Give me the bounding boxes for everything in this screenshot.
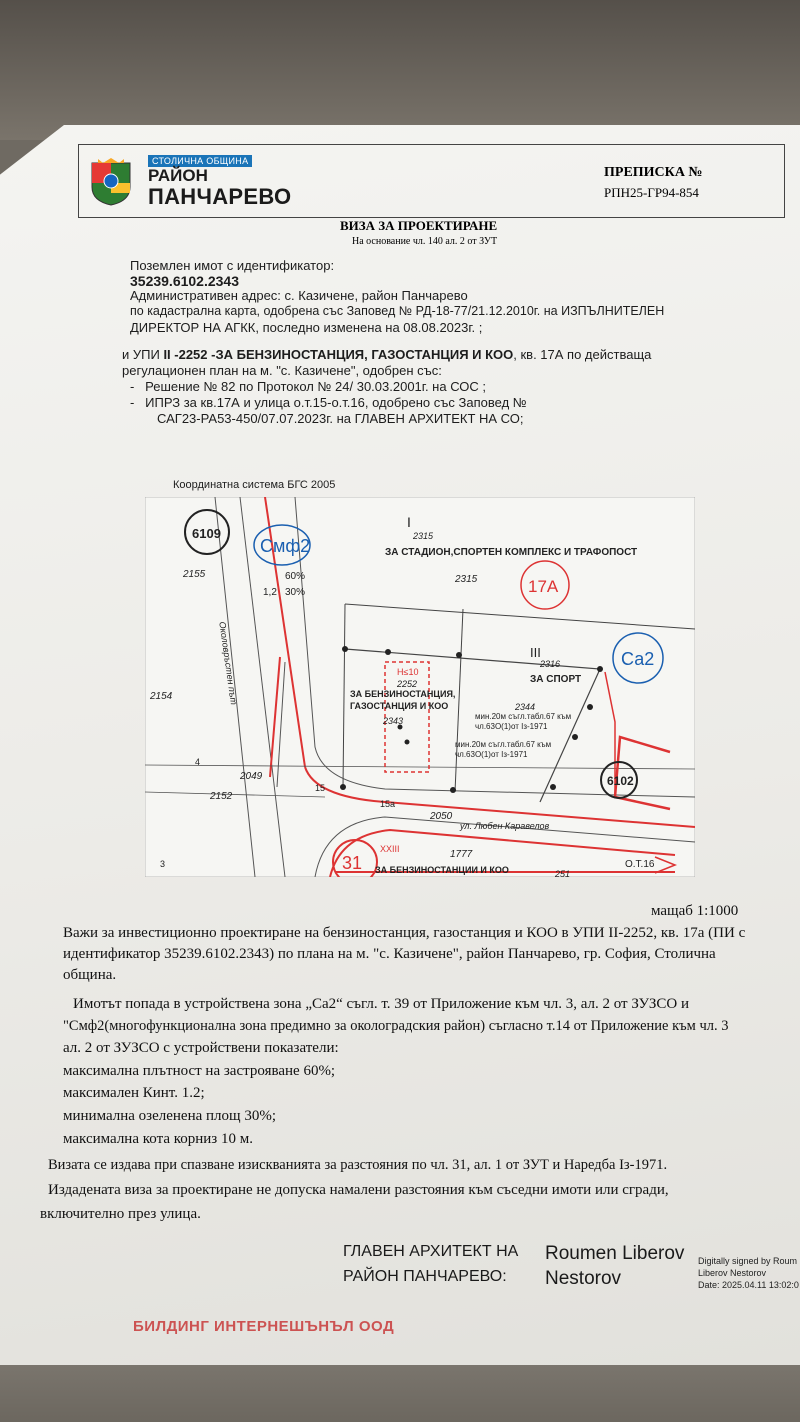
district-label: РАЙОН [148, 166, 208, 185]
body-line-visa-2: включително през улица. [40, 1206, 201, 1222]
upi-plan-line: регулационен план на м. "с. Казичене", одобрен със: [122, 363, 442, 378]
map-label: 2152 [210, 791, 233, 802]
map-label: 31 [342, 853, 363, 873]
map-label: 17А [528, 577, 559, 596]
background-top [0, 0, 800, 140]
body-line-3: община. [63, 967, 117, 983]
coordinate-system: Координатна система БГС 2005 [173, 479, 336, 491]
indicator-height: максимална кота корниз 10 м. [63, 1131, 253, 1147]
digital-signature-line-1: Digitally signed by Roum [698, 1256, 798, 1266]
map-label: ГАЗОСТАНЦИЯ И КОО [350, 701, 449, 711]
bullet-1: - Решение № 82 по Протокол № 24/ 30.03.2001г. на СОС ; [130, 379, 487, 394]
bullet-2-continued: САГ23-РА53-450/07.07.2023г. на ГЛАВЕН АРХИТЕКТ НА СО; [157, 411, 524, 426]
bullet-2: - ИПРЗ за кв.17А и улица о.т.15-о.т.16, одобрено със Заповед № [130, 395, 527, 410]
cadastre-line-1: по кадастрална карта, одобрена със Заповед № РД-18-77/21.12.2010г. на ИЗПЪЛНИТЕЛЕН [130, 304, 665, 318]
body-line-1: Важи за инвестиционно проектиране на бензиностанция, газостанция и КОО в УПИ II-2252, кв. 17а (ПИ с [63, 925, 746, 941]
cadastre-line-2: ДИРЕКТОР НА АГКК, последно изменена на 08.08.2023г. ; [130, 320, 483, 335]
coat-of-arms-logo [88, 157, 134, 207]
signer-role-2: РАЙОН ПАНЧАРЕВО: [343, 1268, 507, 1285]
municipality-tag: СТОЛИЧНА ОБЩИНА [148, 155, 252, 167]
map-label: 2050 [430, 811, 453, 822]
watermark: БИЛДИНГ ИНТЕРНЕШЪНЪЛ ООД [133, 1318, 395, 1335]
map-label: 2344 [515, 702, 536, 712]
map-label: Смф2 [260, 536, 311, 556]
address-line: Административен адрес: с. Казичене, район Панчарево [130, 288, 468, 303]
upi-designation: II -2252 -ЗА БЕНЗИНОСТАНЦИЯ, ГАЗОСТАНЦИЯ И КОО [163, 347, 514, 362]
map-label: 2343 [383, 716, 404, 726]
upi-prefix: и УПИ [122, 347, 164, 362]
digital-signature-line-2: Liberov Nestorov [698, 1268, 767, 1278]
upi-line [122, 347, 651, 362]
map-label: 30% [285, 587, 306, 598]
map-label: 60% [285, 571, 306, 582]
upi-suffix: , кв. 17А по действаща [513, 347, 652, 362]
map-label: мин.20м съгл.табл.67 към [455, 740, 552, 749]
signer-name-2: Nestorov [545, 1268, 622, 1289]
indicator-density: максимална плътност на застрояване 60%; [63, 1063, 336, 1079]
map-label: Са2 [621, 649, 655, 669]
map-label: 251 [555, 869, 571, 877]
map-label: ЗА БЕНЗИНОСТАНЦИИ И КОО [375, 865, 509, 875]
bullet-2-text: ИПРЗ за кв.17А и улица о.т.15-о.т.16, одобрено със Заповед № [145, 395, 527, 410]
district-name: ПАНЧАРЕВО [148, 184, 292, 209]
identifier-label: Поземлен имот с идентификатор: [130, 258, 335, 273]
body-line-distance: Визата се издава при спазване изискванията за разстояния по чл. 31, ал. 1 от ЗУТ и Наредба Із-1971. [48, 1157, 668, 1173]
digital-signature-line-3: Date: 2025.04.11 13:02:0 [698, 1280, 799, 1290]
map-label: XXIII [380, 844, 400, 854]
reference-number: РПН25-ГР94-854 [604, 185, 699, 200]
bullet-1-text: Решение № 82 по Протокол № 24/ 30.03.2001г. на СОС ; [145, 379, 487, 394]
map-label: ЗА СПОРТ [530, 674, 582, 685]
document-title: ВИЗА ЗА ПРОЕКТИРАНЕ [340, 218, 498, 233]
map-label: H≤10 [397, 667, 419, 677]
body-line-4: Имотът попада в устройствена зона „Са2“ съгл. т. 39 от Приложение към чл. 3, ал. 2 от ЗУЗСО и [73, 996, 690, 1012]
body-line-visa-1: Издадената виза за проектиране не допуска намалени разстояния към съседни имоти или сгради, [48, 1182, 669, 1198]
body-line-2: идентификатор 35239.6102.2343) по плана на м. "с. Казичене", район Панчарево, гр. София, Столична [63, 946, 716, 962]
map-label: 2315 [455, 574, 478, 585]
identifier-value: 35239.6102.2343 [130, 273, 239, 289]
map-label: I [407, 514, 411, 530]
map-label: 6109 [192, 526, 221, 541]
signer-role-1: ГЛАВЕН АРХИТЕКТ НА [343, 1243, 519, 1260]
map-label: О.Т.16 [625, 859, 655, 870]
map-label: чл.63О(1)от Із-1971 [455, 750, 528, 759]
legal-basis: На основание чл. 140 ал. 2 от ЗУТ [352, 236, 498, 247]
body-line-5: "Смф2(многофункционална зона предимно за окологрaдския район) съгласно т.14 от Приложение към чл. 3 [63, 1018, 729, 1034]
map-label: ЗА БЕНЗИНОСТАНЦИЯ, [350, 689, 456, 699]
map-label: 3 [160, 859, 166, 869]
map-label: 15 [315, 783, 326, 793]
map-label: мин.20м съгл.табл.67 към [475, 712, 572, 721]
regulation-plan-map [145, 497, 695, 877]
map-label: 2316 [540, 659, 561, 669]
map-label: 1777 [450, 849, 473, 860]
map-label: 2049 [240, 771, 263, 782]
map-label: Околовръстен път [217, 620, 239, 706]
reference-label: ПРЕПИСКА № [604, 165, 703, 180]
map-label: 4 [195, 757, 201, 767]
map-label: 6102 [607, 774, 634, 788]
indicator-green: минимална озеленена площ 30%; [63, 1108, 276, 1124]
map-label: III [530, 645, 541, 660]
map-label: ЗА СТАДИОН,СПОРТЕН КОМПЛЕКС И ТРАФОПОСТ [385, 547, 638, 558]
map-label: 2252 [397, 679, 418, 689]
map-label: 2154 [150, 691, 173, 702]
map-label: 2315 [413, 531, 434, 541]
map-label: 1,2 [263, 587, 277, 598]
signer-name-1: Roumen Liberov [545, 1243, 685, 1264]
map-label: ул. Любен Каравелов [460, 821, 550, 831]
map-label: 15а [380, 799, 396, 809]
map-scale: мащаб 1:1000 [651, 903, 739, 919]
map-label: 2155 [183, 569, 206, 580]
indicator-kint: максимален Кинт. 1.2; [63, 1085, 205, 1101]
map-label: чл.63О(1)от Із-1971 [475, 722, 548, 731]
body-line-6: ал. 2 от ЗУЗСО с устройствени показатели: [63, 1040, 339, 1056]
